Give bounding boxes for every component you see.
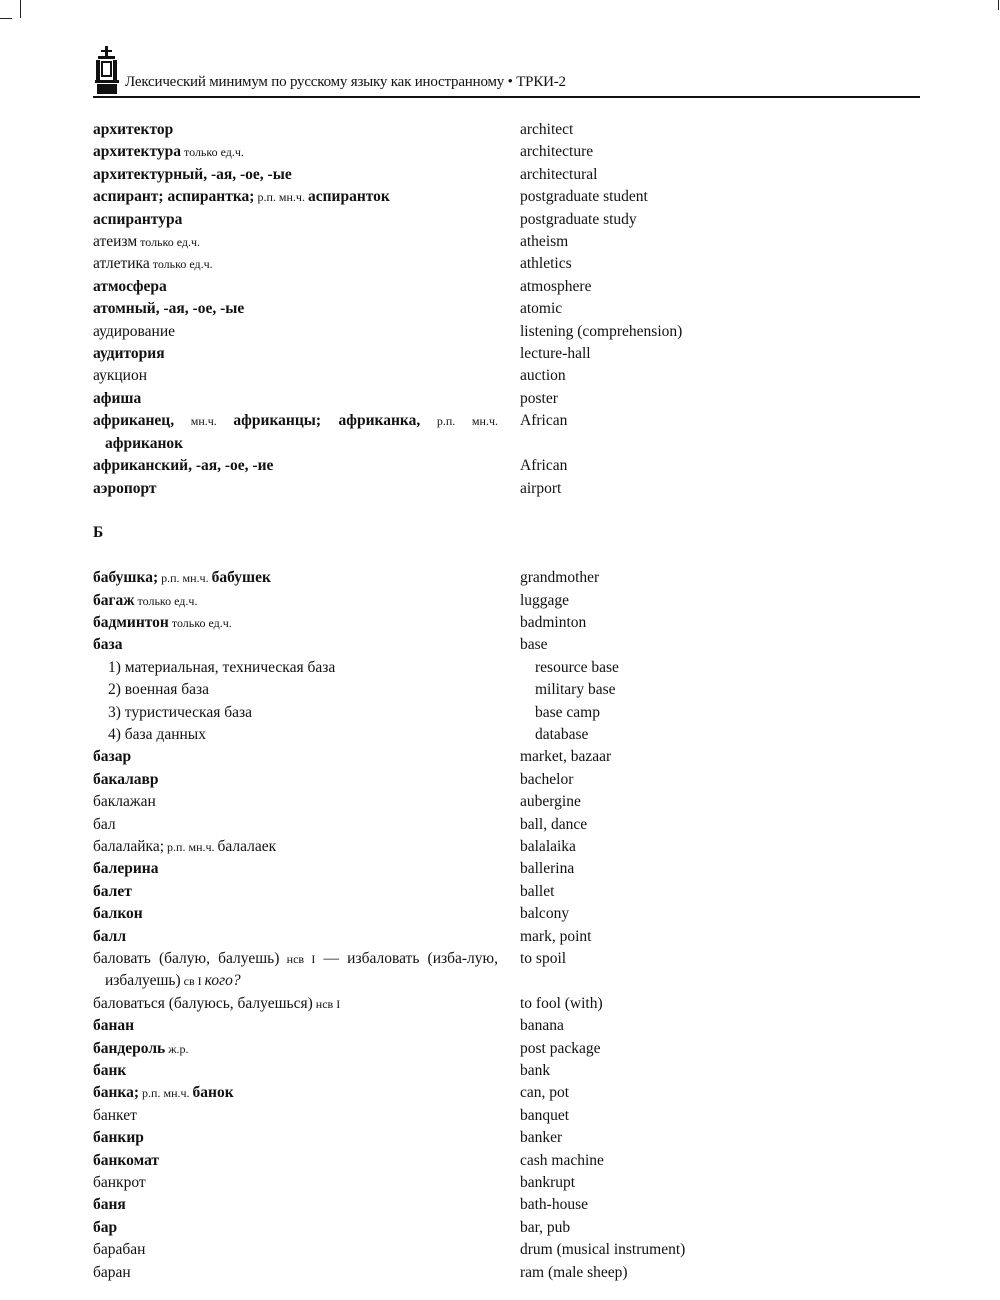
headword-text: баклажан: [93, 793, 156, 811]
dictionary-entry: [93, 478, 920, 500]
dictionary-entry: [93, 590, 920, 612]
entry-english: mark, point: [520, 927, 592, 945]
dictionary-entry: [93, 791, 920, 813]
dictionary-entry: [93, 1262, 920, 1284]
entry-russian: [93, 1239, 498, 1261]
entry-russian: [93, 1262, 498, 1284]
headword-text: атмосфера: [93, 277, 167, 295]
grammar-note: р.п. мн.ч.: [158, 571, 212, 586]
entry-russian: [93, 1150, 498, 1172]
entry-english: bankrupt: [520, 1174, 576, 1192]
headword-text: атеизм: [93, 233, 138, 251]
entry-russian: [93, 814, 498, 836]
entry-english: badminton: [520, 613, 587, 631]
entry-english: ram (male sheep): [520, 1263, 628, 1281]
entry-russian: [93, 298, 498, 320]
grammar-note: ж.р.: [165, 1041, 189, 1056]
dictionary-entry: [93, 231, 920, 253]
entry-russian: [93, 388, 498, 410]
headword-text: архитектура: [93, 143, 182, 161]
crop-mark: [20, 0, 21, 18]
entry-english: banker: [520, 1129, 563, 1147]
entry-russian: [93, 903, 498, 925]
entry-english: resource base: [535, 658, 619, 676]
headword-text: 1) материальная, техническая база: [108, 658, 336, 676]
entry-english: listening (comprehension): [520, 322, 683, 340]
grammar-note: р.п. мн.ч.: [164, 839, 218, 854]
dictionary-entry: [93, 903, 920, 925]
entry-russian: [93, 365, 498, 387]
headword-text: аудирование: [93, 322, 176, 340]
dictionary-entry: [93, 724, 920, 746]
page-header: [93, 44, 920, 98]
headword-text: архитектор: [93, 121, 174, 138]
headword-text: банок: [192, 1084, 234, 1102]
entry-russian: [93, 590, 498, 612]
grammar-note: только ед.ч.: [134, 593, 198, 608]
entry-list-b: [93, 567, 920, 1284]
headword-text: банкир: [93, 1129, 144, 1147]
dictionary-entry: [93, 298, 920, 320]
dictionary-entry: [93, 209, 920, 231]
entry-english: bank: [520, 1062, 551, 1080]
entry-english: ballerina: [520, 860, 575, 878]
headword-text: аудитория: [93, 345, 165, 363]
dictionary-entry: [93, 1038, 920, 1060]
entry-english: architectural: [520, 165, 598, 183]
headword-text: 2) военная база: [108, 681, 210, 699]
headword-text: балкон: [93, 905, 143, 923]
grammar-note: р.п. мн.ч.: [254, 190, 308, 205]
entry-english: to spoil: [520, 950, 567, 967]
entry-english: luggage: [520, 591, 570, 609]
dictionary-entry: [93, 836, 920, 858]
headword-text: банкет: [93, 1106, 137, 1124]
running-header-title: Лексический минимум по русскому языку как иностранному • ТРКИ-2: [125, 74, 566, 90]
entry-russian: [93, 858, 498, 880]
entry-russian: [93, 993, 498, 1015]
entry-russian: [93, 1038, 498, 1060]
headword-text: балет: [93, 882, 132, 900]
grammar-note: только ед.ч.: [168, 615, 232, 630]
entry-russian: [93, 634, 498, 656]
entry-russian: [93, 724, 498, 746]
headword-text: банкрот: [93, 1174, 146, 1192]
spacer: [93, 545, 920, 567]
headword-text: кого?: [204, 972, 241, 990]
entry-english: ball, dance: [520, 815, 588, 833]
grammar-note: нсв I: [279, 952, 316, 966]
headword-text: бандероль: [93, 1039, 166, 1057]
dictionary-entry: [93, 343, 920, 365]
dictionary-entry: [93, 1060, 920, 1082]
dictionary-entry: [93, 455, 920, 477]
dictionary-entry: [93, 948, 920, 993]
grammar-note: р.п. мн.ч.: [139, 1086, 193, 1101]
entry-english: can, pot: [520, 1084, 570, 1102]
dictionary-entry: [93, 253, 920, 275]
headword-text: бадминтон: [93, 613, 169, 631]
dictionary-entry: [93, 746, 920, 768]
entry-english: aubergine: [520, 793, 581, 811]
entry-english: ballet: [520, 882, 555, 900]
entry-english: atmosphere: [520, 277, 592, 295]
entry-russian: [93, 276, 498, 298]
headword-text: аукцион: [93, 367, 148, 385]
entry-russian: [93, 209, 498, 231]
dictionary-entry: [93, 141, 920, 163]
dictionary-entry: [93, 1172, 920, 1194]
headword-text: аспиранток: [307, 188, 390, 206]
entry-russian: [93, 1060, 498, 1082]
entry-russian: [93, 186, 498, 208]
entry-english: architecture: [520, 143, 594, 161]
headword-text: баня: [93, 1196, 126, 1214]
headword-text: аэропорт: [93, 479, 157, 497]
dictionary-entry: [93, 321, 920, 343]
headword-text: баловать (балую, балуешь): [93, 950, 280, 967]
headword-text: балерина: [93, 860, 159, 878]
headword-text: атлетика: [93, 255, 150, 273]
dictionary-entry: [93, 1194, 920, 1216]
entry-english: balcony: [520, 905, 570, 923]
dictionary-entry: [93, 881, 920, 903]
headword-text: барабан: [93, 1241, 146, 1259]
entry-russian: [93, 1217, 498, 1239]
entry-english: architect: [520, 121, 574, 138]
dictionary-entry: [93, 993, 920, 1015]
dictionary-entry: [93, 1015, 920, 1037]
dictionary-entry: [93, 1239, 920, 1261]
entry-english: military base: [535, 681, 616, 699]
entry-russian: [93, 657, 498, 679]
headword-text: баран: [93, 1263, 131, 1281]
dictionary-entry: [93, 814, 920, 836]
dictionary-entry: [93, 1127, 920, 1149]
headword-text: атомный, -ая, -ое, -ые: [93, 300, 245, 318]
entry-russian: [93, 1194, 498, 1216]
crop-mark: [0, 18, 12, 19]
headword-text: бар: [93, 1218, 118, 1236]
entry-russian: [93, 679, 498, 701]
grammar-note: только ед.ч.: [149, 257, 213, 272]
entry-english: cash machine: [520, 1151, 604, 1169]
entry-russian: [93, 612, 498, 634]
dictionary-entry: [93, 186, 920, 208]
entry-russian: [93, 948, 498, 993]
entry-english: bath-house: [520, 1196, 589, 1214]
grammar-note: мн.ч.: [174, 414, 234, 429]
dictionary-entry: [93, 276, 920, 298]
dictionary-entry: [93, 926, 920, 948]
dictionary-entry: [93, 702, 920, 724]
crop-mark: [998, 0, 999, 10]
headword-text: банк: [93, 1062, 127, 1080]
entry-english: athletics: [520, 255, 572, 273]
dictionary-entry: [93, 1082, 920, 1104]
entry-russian: [93, 478, 498, 500]
headword-text: баловаться (балуюсь, балуешься): [93, 994, 313, 1012]
dictionary-entry: [93, 634, 920, 656]
entry-russian: [93, 1127, 498, 1149]
entry-english: bachelor: [520, 770, 574, 788]
dictionary-entry: [93, 164, 920, 186]
headword-text: аспирант; аспирантка;: [93, 188, 255, 206]
entry-english: banana: [520, 1017, 564, 1035]
headword-text: балалаек: [217, 837, 277, 855]
headword-text: африканок: [105, 434, 184, 452]
grammar-note: нсв I: [312, 996, 341, 1011]
entry-english: poster: [520, 389, 558, 407]
headword-text: банка;: [93, 1084, 140, 1102]
entry-russian: [93, 702, 498, 724]
entry-russian: [93, 836, 498, 858]
headword-text: бакалавр: [93, 770, 159, 788]
entry-english: bar, pub: [520, 1218, 571, 1236]
entry-list-a: [93, 119, 920, 500]
entry-russian: [93, 253, 498, 275]
dictionary-entry: [93, 657, 920, 679]
headword-text: — избаловать (изба-лую, избалуешь): [105, 950, 498, 990]
headword-text: бабушка;: [93, 569, 159, 587]
headword-text: балалайка;: [93, 837, 165, 855]
entry-russian: [93, 164, 498, 186]
grammar-note: только ед.ч.: [137, 235, 201, 250]
entry-russian: [93, 141, 498, 163]
grammar-note: св I: [180, 974, 205, 989]
entry-english: airport: [520, 479, 562, 497]
dictionary-entry: [93, 612, 920, 634]
dictionary-entry: [93, 365, 920, 387]
entry-russian: [93, 231, 498, 253]
headword-text: багаж: [93, 591, 135, 609]
dictionary-entry: [93, 679, 920, 701]
entry-english: base camp: [535, 703, 600, 721]
dictionary-entry: [93, 1105, 920, 1127]
entry-russian: [93, 926, 498, 948]
entry-russian: [93, 769, 498, 791]
headword-text: африканец,: [93, 412, 175, 430]
dictionary-entry: [93, 388, 920, 410]
entry-english: market, bazaar: [520, 748, 612, 766]
dictionary-entry: [93, 119, 920, 141]
entry-english: African: [520, 412, 568, 430]
entry-english: grandmother: [520, 569, 600, 587]
entry-english: atomic: [520, 300, 563, 318]
entry-russian: [93, 410, 498, 455]
headword-text: балл: [93, 927, 127, 945]
entry-russian: [93, 746, 498, 768]
dictionary-entry: [93, 1217, 920, 1239]
headword-text: архитектурный, -ая, -ое, -ые: [93, 165, 292, 183]
entry-english: auction: [520, 367, 566, 385]
entry-russian: [93, 881, 498, 903]
headword-text: бабушек: [211, 569, 271, 587]
headword-text: африканцы; африканка,: [233, 412, 421, 430]
headword-text: 4) база данных: [108, 725, 206, 743]
section-letter: Б: [93, 524, 104, 542]
entry-russian: [93, 1082, 498, 1104]
entry-english: African: [520, 457, 568, 475]
headword-text: аспирантура: [93, 210, 183, 228]
entry-russian: [93, 1105, 498, 1127]
entry-english: lecture-hall: [520, 345, 591, 363]
headword-text: африканский, -ая, -ое, -ие: [93, 457, 274, 475]
entry-english: postgraduate student: [520, 188, 648, 206]
headword-text: банкомат: [93, 1151, 160, 1169]
entry-russian: [93, 567, 498, 589]
grammar-note: только ед.ч.: [181, 145, 244, 160]
entry-english: balalaika: [520, 837, 576, 855]
entry-english: to fool (with): [520, 994, 603, 1012]
publisher-logo-icon: [93, 44, 121, 96]
entry-russian: [93, 1015, 498, 1037]
entry-russian: [93, 791, 498, 813]
dictionary-entry: [93, 858, 920, 880]
entry-english: atheism: [520, 233, 569, 251]
entry-russian: [93, 343, 498, 365]
entry-english: database: [535, 725, 589, 743]
entry-russian: [93, 455, 498, 477]
dictionary-entry: [93, 769, 920, 791]
entry-russian: [93, 321, 498, 343]
entry-english: postgraduate study: [520, 210, 637, 228]
entry-english: post package: [520, 1039, 601, 1057]
header-rule: [93, 96, 920, 98]
grammar-note: р.п. мн.ч.: [420, 414, 498, 429]
headword-text: 3) туристическая база: [108, 703, 252, 721]
dictionary-entry: [93, 410, 920, 455]
entry-english: drum (musical instrument): [520, 1241, 686, 1259]
headword-text: бал: [93, 815, 116, 833]
dictionary-entry: [93, 567, 920, 589]
dictionary-entries: [93, 119, 920, 1284]
entry-russian: [93, 119, 498, 141]
dictionary-entry: [93, 1150, 920, 1172]
entry-russian: [93, 1172, 498, 1194]
spacer: [93, 500, 920, 522]
headword-text: афиша: [93, 389, 142, 407]
headword-text: база: [93, 636, 123, 654]
headword-text: базар: [93, 748, 132, 766]
entry-english: base: [520, 636, 548, 654]
headword-text: банан: [93, 1017, 135, 1035]
entry-english: banquet: [520, 1106, 570, 1124]
